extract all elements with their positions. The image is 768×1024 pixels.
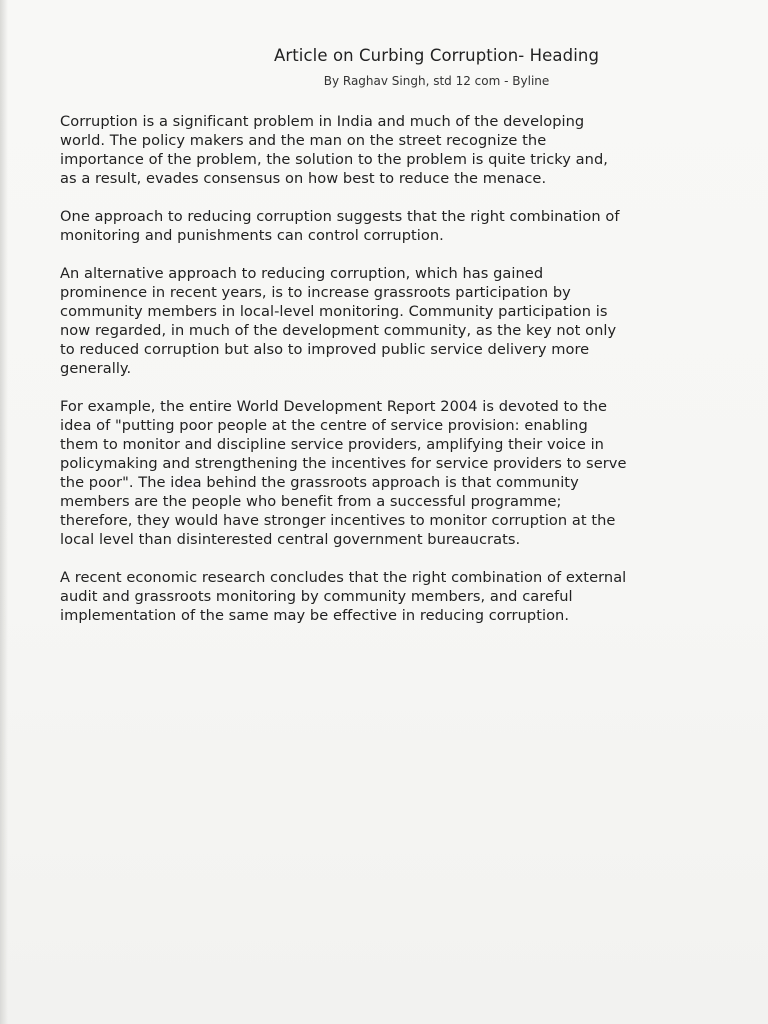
page-edge-shadow [0, 0, 8, 1024]
paragraph-line: prominence in recent years, is to increase grassroots participation by [60, 284, 571, 301]
paragraph-line: the poor". The idea behind the grassroots approach is that community [60, 474, 579, 491]
paragraph-line: policymaking and strengthening the incentives for service providers to serve [60, 455, 627, 472]
paragraph-line: One approach to reducing corruption suggests that the right combination of [60, 208, 620, 225]
paragraph-line: For example, the entire World Development Report 2004 is devoted to the [60, 398, 608, 415]
paragraph-line: generally. [60, 360, 132, 377]
article-heading: Article on Curbing Corruption- Heading [273, 46, 600, 65]
paragraph-line: local level than disinterested central government bureaucrats. [60, 531, 521, 548]
paragraph-line: Corruption is a significant problem in India and much of the developing [60, 113, 585, 130]
paragraph-1 [60, 112, 732, 188]
article-byline: By Raghav Singh, std 12 com - Byline [323, 74, 550, 88]
article-body [60, 112, 732, 644]
paragraph-5 [60, 568, 732, 625]
paragraph-line: audit and grassroots monitoring by community members, and careful [60, 588, 573, 605]
paragraph-line: community members in local-level monitoring. Community participation is [60, 303, 608, 320]
paragraph-3 [60, 264, 732, 378]
paragraph-line: as a result, evades consensus on how best to reduce the menace. [60, 170, 547, 187]
paragraph-2 [60, 207, 732, 245]
paragraph-line: to reduced corruption but also to improved public service delivery more [60, 341, 590, 358]
paragraph-line: world. The policy makers and the man on the street recognize the [60, 132, 547, 149]
paragraph-line: monitoring and punishments can control corruption. [60, 227, 444, 244]
paragraph-line: now regarded, in much of the development community, as the key not only [60, 322, 617, 339]
paragraph-line: therefore, they would have stronger incentives to monitor corruption at the [60, 512, 616, 529]
paragraph-line: implementation of the same may be effective in reducing corruption. [60, 607, 570, 624]
paragraph-line: importance of the problem, the solution to the problem is quite tricky and, [60, 151, 608, 168]
paragraph-line: An alternative approach to reducing corruption, which has gained [60, 265, 544, 282]
paragraph-line: members are the people who benefit from a successful programme; [60, 493, 562, 510]
paragraph-line: them to monitor and discipline service providers, amplifying their voice in [60, 436, 604, 453]
paragraph-line: A recent economic research concludes that the right combination of external [60, 569, 627, 586]
paragraph-line: idea of "putting poor people at the centre of service provision: enabling [60, 417, 588, 434]
paragraph-4 [60, 397, 732, 549]
